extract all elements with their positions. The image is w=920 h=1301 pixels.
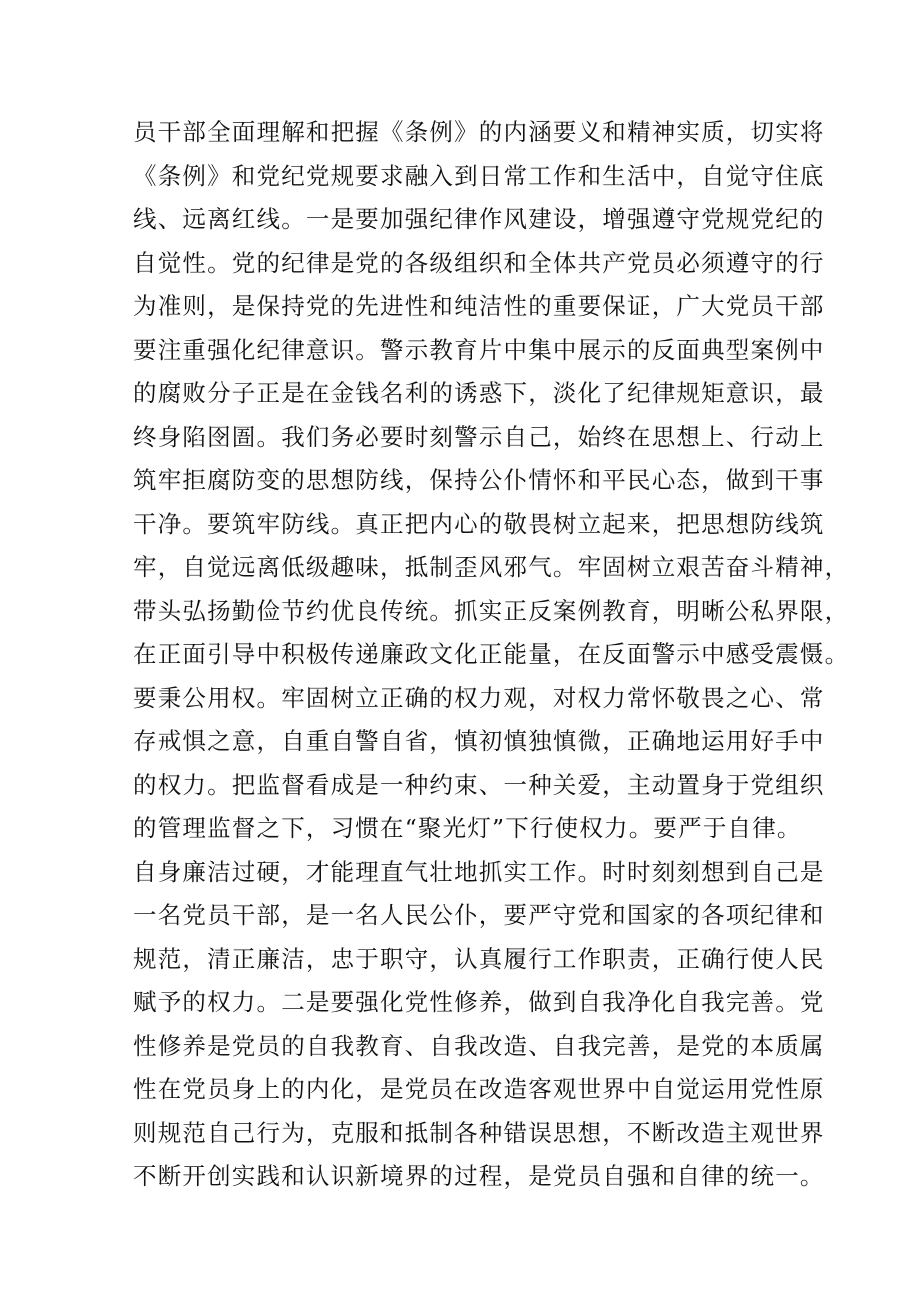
text-line: 干净。要筑牢防线。真正把内心的敬畏树立起来，把思想防线筑 bbox=[133, 509, 825, 538]
text-line: 的管理监督之下，习惯在“聚光灯”下行使权力。要严于自律。 bbox=[133, 814, 802, 842]
text-line: 自觉性。党的纪律是党的各级组织和全体共产党员必须遵守的行 bbox=[133, 248, 825, 277]
text-line: 的腐败分子正是在金钱名利的诱惑下，淡化了纪律规矩意识，最 bbox=[133, 379, 825, 407]
text-line: 线、远离红线。一是要加强纪律作风建设，增强遵守党规党纪的 bbox=[133, 205, 825, 233]
text-line: 在正面引导中积极传递廉政文化正能量，在反面警示中感受震慑。 bbox=[133, 640, 850, 668]
text-line: 筑牢拒腐防变的思想防线，保持公仆情怀和平民心态，做到干事 bbox=[133, 466, 825, 494]
text-line: 带头弘扬勤俭节约优良传统。抓实正反案例教育，明晰公私界限， bbox=[133, 596, 850, 625]
text-line: 性在党员身上的内化，是党员在改造客观世界中自觉运用党性原 bbox=[133, 1075, 825, 1103]
text-line: 终身陷囹圄。我们务必要时刻警示自己，始终在思想上、行动上 bbox=[133, 422, 825, 451]
text-line: 《条例》和党纪党规要求融入到日常工作和生活中，自觉守住底 bbox=[133, 161, 825, 190]
text-line: 为准则，是保持党的先进性和纯洁性的重要保证，广大党员干部 bbox=[133, 292, 825, 320]
text-line: 规范，清正廉洁，忠于职守，认真履行工作职责，正确行使人民 bbox=[133, 944, 825, 973]
text-line: 员干部全面理解和把握《条例》的内涵要义和精神实质，切实将 bbox=[133, 118, 825, 146]
text-line: 要秉公用权。牢固树立正确的权力观，对权力常怀敬畏之心、常 bbox=[133, 683, 825, 712]
text-line: 一名党员干部，是一名人民公仆，要严守党和国家的各项纪律和 bbox=[133, 901, 825, 929]
text-line: 要注重强化纪律意识。警示教育片中集中展示的反面典型案例中 bbox=[133, 335, 825, 364]
body-text bbox=[133, 111, 850, 1199]
text-line: 不断开创实践和认识新境界的过程，是党员自强和自律的统一。 bbox=[133, 1162, 825, 1190]
text-line: 牢，自觉远离低级趣味，抵制歪风邪气。牢固树立艰苦奋斗精神， bbox=[133, 553, 850, 581]
text-line: 性修养是党员的自我教育、自我改造、自我完善，是党的本质属 bbox=[133, 1031, 825, 1060]
text-line: 存戒惧之意，自重自警自省，慎初慎独慎微，正确地运用好手中 bbox=[133, 727, 825, 755]
text-line: 则规范自己行为，克服和抵制各种错误思想，不断改造主观世界 bbox=[133, 1118, 825, 1147]
text-line: 赋予的权力。二是要强化党性修养，做到自我净化自我完善。党 bbox=[133, 988, 825, 1016]
text-line: 自身廉洁过硬，才能理直气壮地抓实工作。时时刻刻想到自己是 bbox=[133, 857, 825, 886]
text-line: 的权力。把监督看成是一种约束、一种关爱，主动置身于党组织 bbox=[133, 770, 825, 799]
